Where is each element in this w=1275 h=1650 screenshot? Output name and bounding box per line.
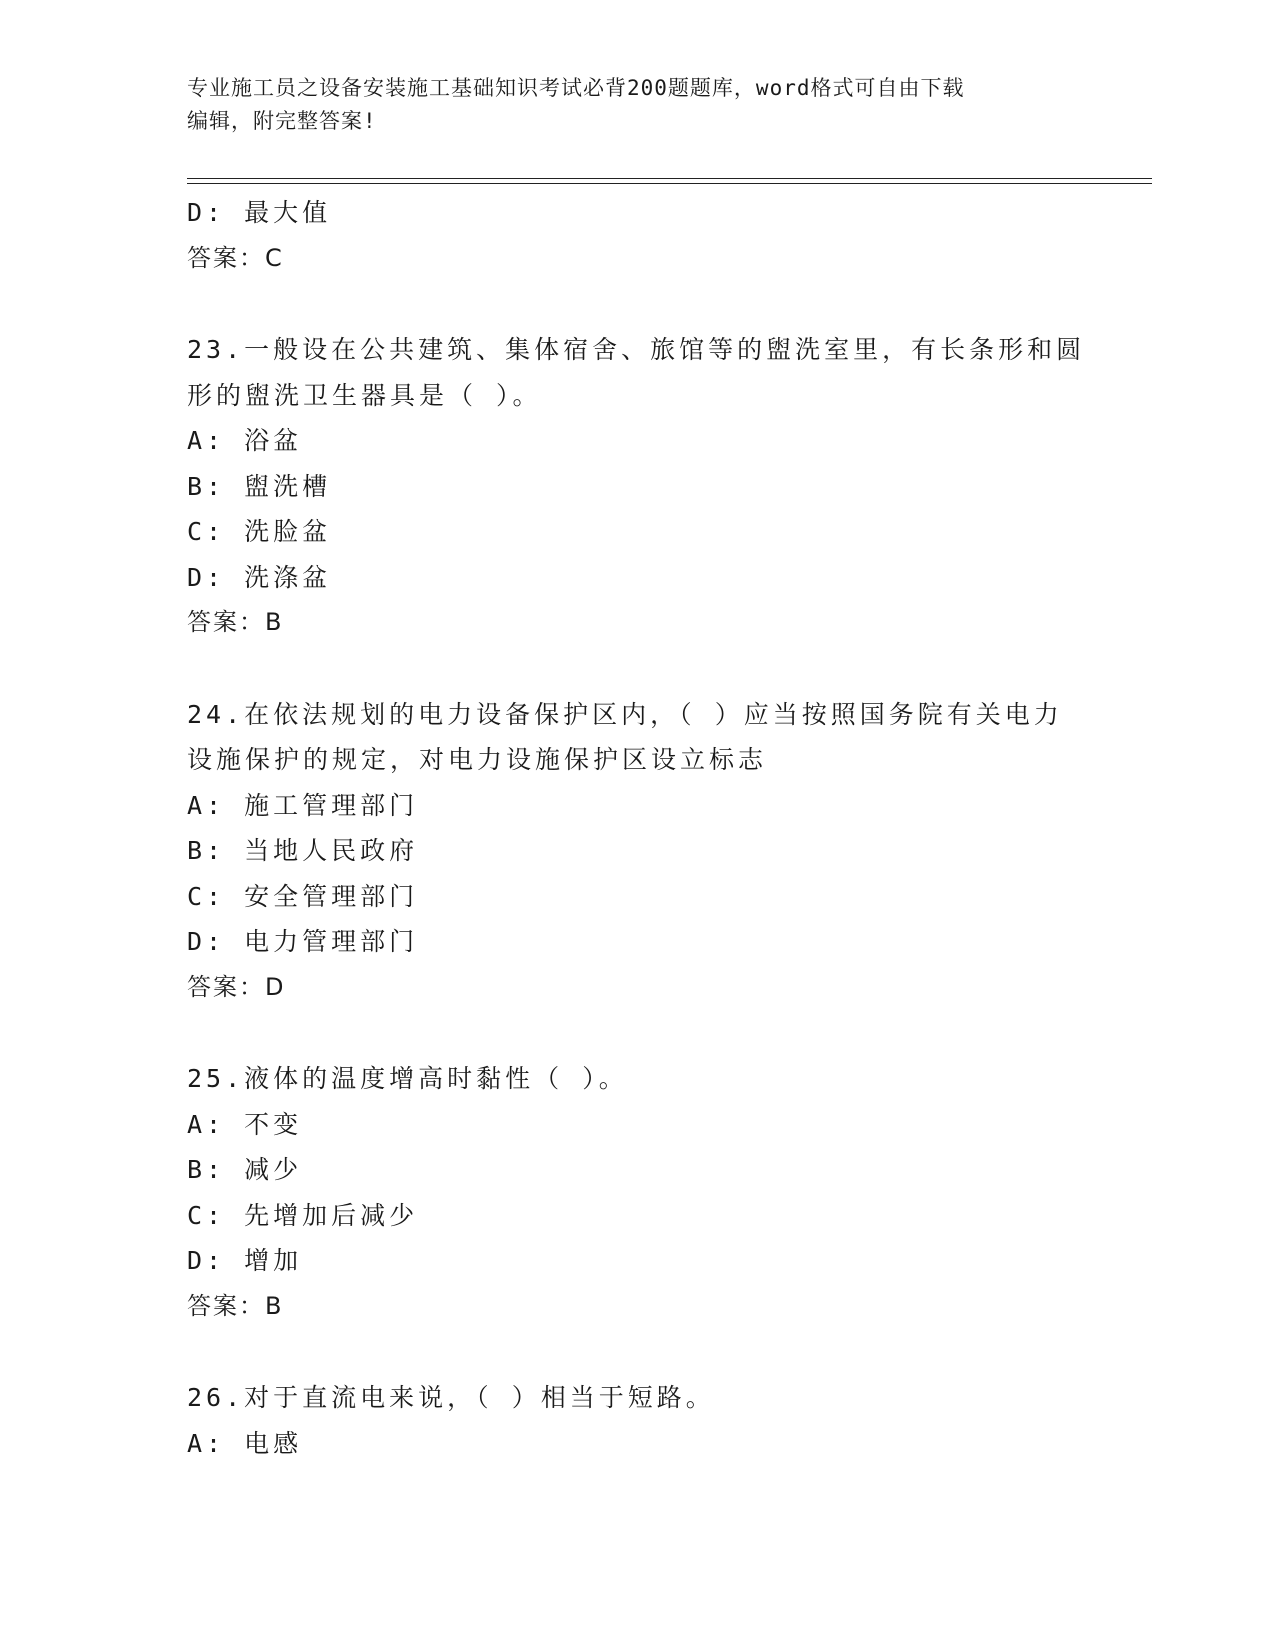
question-24 [187, 692, 1087, 1011]
question-text-line-1: 26.对于直流电来说，（ ）相当于短路。 [187, 1383, 715, 1412]
question-text-line-2: 形的盥洗卫生器具是（ ）。 [187, 380, 542, 410]
question-text-line-1: 25.液体的温度增高时黏性（ ）。 [187, 1064, 628, 1093]
option-d: D: 电力管理部门 [187, 927, 419, 956]
answer-line: 答案：B [187, 1291, 284, 1320]
option-d: D: 增加 [187, 1246, 303, 1275]
option-a: A: 施工管理部门 [187, 790, 419, 820]
question-23 [187, 327, 1087, 646]
question-list [187, 190, 1087, 1466]
header-line-1: 专业施工员之设备安装施工基础知识考试必背200题题库，word格式可自由下载 [187, 76, 965, 100]
header-divider-bottom [187, 183, 1152, 184]
option-c: C: 安全管理部门 [187, 881, 419, 911]
option-c: C: 洗脸盆 [187, 517, 332, 546]
answer-line: 答案：B [187, 608, 284, 636]
previous-question-tail [187, 190, 1087, 281]
option-b: B: 盥洗槽 [187, 471, 332, 501]
question-25 [187, 1056, 1087, 1329]
document-header [187, 72, 1087, 138]
answer-line: 答案：C [187, 243, 284, 272]
option-a: A: 浴盆 [187, 426, 303, 455]
question-text-line-2: 设施保护的规定，对电力设施保护区设立标志 [187, 745, 768, 774]
option-d: D: 最大值 [187, 198, 332, 227]
option-b: B: 当地人民政府 [187, 836, 419, 865]
answer-line: 答案：D [187, 972, 286, 1001]
question-26 [187, 1375, 1087, 1466]
option-d: D: 洗涤盆 [187, 562, 332, 592]
option-a: A: 不变 [187, 1109, 303, 1139]
question-text-line-1: 23.一般设在公共建筑、集体宿舍、旅馆等的盥洗室里，有长条形和圆 [187, 335, 1086, 364]
option-a: A: 电感 [187, 1428, 303, 1458]
question-text-line-1: 24.在依法规划的电力设备保护区内，（ ）应当按照国务院有关电力 [187, 699, 1063, 729]
option-b: B: 减少 [187, 1155, 303, 1184]
header-line-2: 编辑，附完整答案! [187, 109, 377, 133]
option-c: C: 先增加后减少 [187, 1200, 419, 1230]
header-divider-top [187, 178, 1152, 179]
